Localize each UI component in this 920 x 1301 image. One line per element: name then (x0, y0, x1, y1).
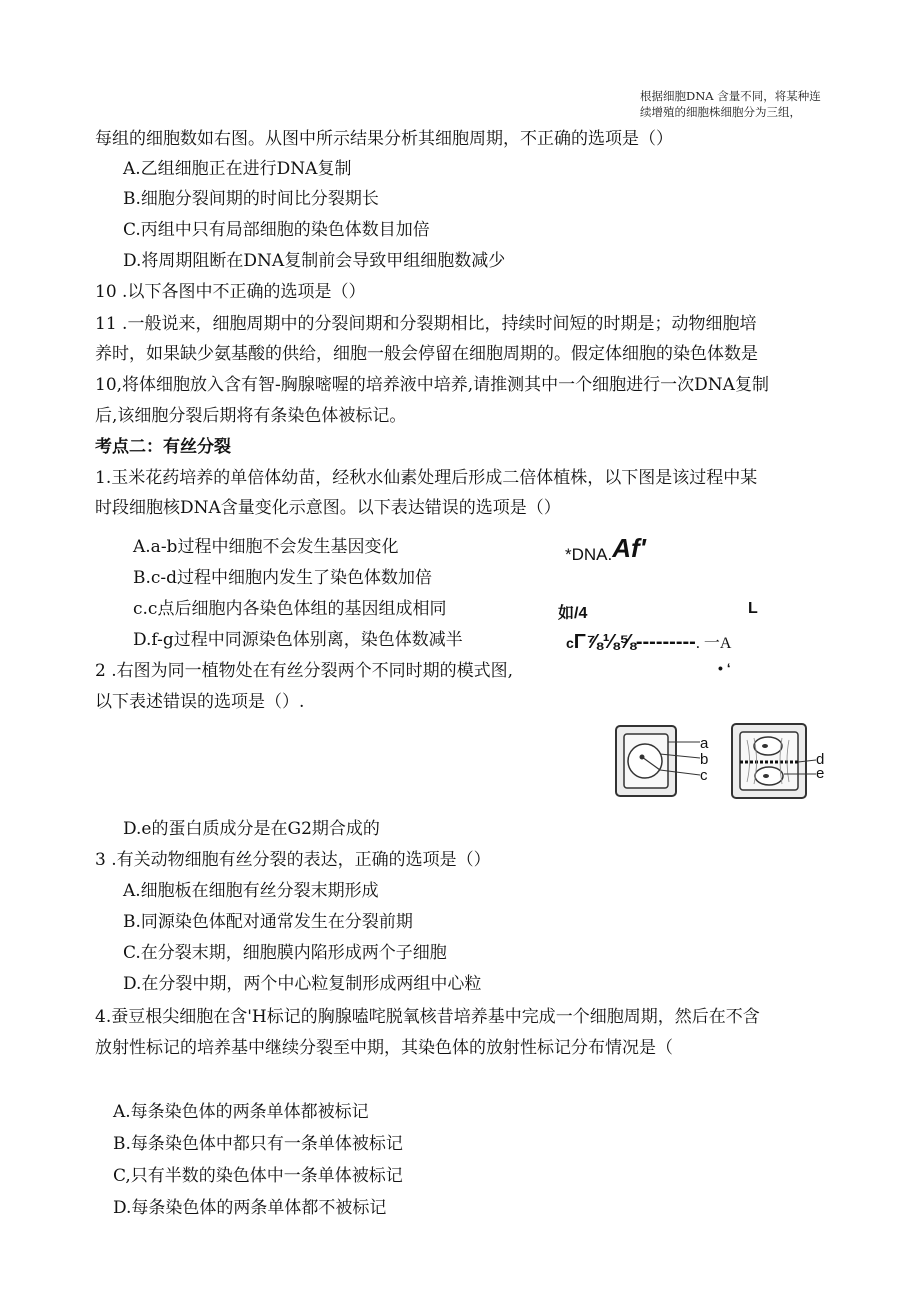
s2q2-line-2: 以下表述错误的选项是（）. (95, 692, 305, 712)
s2q3-option-a: A.细胞板在细胞有丝分裂末期形成 (123, 881, 379, 901)
figure-row3 (566, 630, 731, 654)
s2q3-option-b: B.同源染色体配对通常发生在分裂前期 (123, 912, 413, 932)
q9-option-a: A.乙组细胞正在进行DNA复制 (123, 159, 352, 179)
s2q1-option-a: A.a-b过程中细胞不会发生基因变化 (133, 537, 399, 557)
s2q3-option-d: D.在分裂中期，两个中心粒复制形成两组中心粒 (123, 974, 482, 994)
figure-row3-c: c (566, 635, 574, 651)
s2q4-option-a: A.每条染色体的两条单体都被标记 (113, 1102, 369, 1122)
q9-option-d: D.将周期阻断在DNA复制前会导致甲组细胞数减少 (123, 251, 506, 271)
label-d: d (816, 751, 825, 768)
label-e: e (816, 765, 825, 782)
label-a: a (700, 735, 709, 752)
s2q3-option-c: C.在分裂末期，细胞膜内陷形成两个子细胞 (123, 943, 447, 963)
dna-figure-label (565, 533, 646, 567)
q11-line-1: 11 .一般说来，细胞周期中的分裂间期和分裂期相比，持续时间短的时期是；动物细胞培 (95, 314, 757, 334)
s2q4-option-b: B.每条染色体中都只有一条单体被标记 (113, 1134, 403, 1154)
figure-mark: • ‘ (718, 660, 731, 676)
s2q1-option-c: c.c点后细胞内各染色体组的基因组成相同 (133, 599, 447, 619)
figure-row2-right: L (748, 600, 758, 617)
q9-stem: 每组的细胞数如右图。从图中所示结果分析其细胞周期，不正确的选项是（） (95, 129, 673, 149)
top-note-line-2: 续增殖的细胞株细胞分为三组， (640, 105, 801, 119)
right-cell (732, 724, 816, 798)
label-c: c (700, 767, 708, 784)
dna-label-suffix: Af' (612, 533, 646, 563)
s2q4-option-d: D.每条染色体的两条单体都不被标记 (113, 1198, 387, 1218)
q9-option-b: B.细胞分裂间期的时间比分裂期长 (123, 189, 379, 209)
figure-row2-left: 如/4 (558, 605, 588, 622)
figure-row3-end: . 一A (695, 635, 732, 652)
s2q1-option-d: D.f-g过程中同源染色体别离，染色体数减半 (133, 630, 463, 650)
section-heading: 考点二：有丝分裂 (95, 437, 231, 457)
label-b: b (700, 751, 709, 768)
dna-label-prefix: *DNA. (565, 545, 613, 564)
q11-line-4: 后,该细胞分裂后期将有条染色体被标记。 (95, 406, 407, 426)
s2q4-line-2: 放射性标记的培养基中继续分裂至中期，其染色体的放射性标记分布情况是（ (95, 1038, 673, 1058)
q11-line-3: 10,将体细胞放入含有智-胸腺嘧喔的培养液中培养,请推测其中一个细胞进行一次DNA复制 (95, 375, 769, 395)
left-cell (616, 726, 700, 796)
top-right-note (640, 88, 840, 120)
figure-row3-main: Γ⅞⅛⅝--------- (573, 631, 696, 653)
s2q4-option-c: C,只有半数的染色体中一条单体被标记 (113, 1166, 403, 1186)
q10-stem: 10 .以下各图中不正确的选项是（） (95, 282, 366, 302)
s2q1-line-2: 时段细胞核DNA含量变化示意图。以下表达错误的选项是（） (95, 498, 561, 518)
s2q3-stem: 3 .有关动物细胞有丝分裂的表达，正确的选项是（） (95, 850, 491, 870)
s2q1-option-b: B.c-d过程中细胞内发生了染色体数加倍 (133, 568, 433, 588)
s2q1-line-1: 1.玉米花药培养的单倍体幼苗，经秋水仙素处理后形成二倍体植株，以下图是该过程中某 (95, 468, 758, 488)
s2q4-line-1: 4.蚕豆根尖细胞在含'H标记的胸腺嗑咤脱氧核昔培养基中完成一个细胞周期，然后在不含 (95, 1007, 760, 1027)
q11-line-2: 养时，如果缺少氨基酸的供给，细胞一般会停留在细胞周期的。假定体细胞的染色体数是 (95, 344, 758, 364)
top-note-line-1: 根据细胞DNA 含量不同，将某种连 (640, 89, 821, 103)
mitosis-cell-figure (612, 720, 832, 802)
s2q2-option-d: D.e的蛋白质成分是在G2期合成的 (123, 819, 380, 839)
q9-option-c: C.丙组中只有局部细胞的染色体数目加倍 (123, 220, 430, 240)
s2q2-line-1: 2 .右图为同一植物处在有丝分裂两个不同时期的模式图, (95, 661, 514, 681)
